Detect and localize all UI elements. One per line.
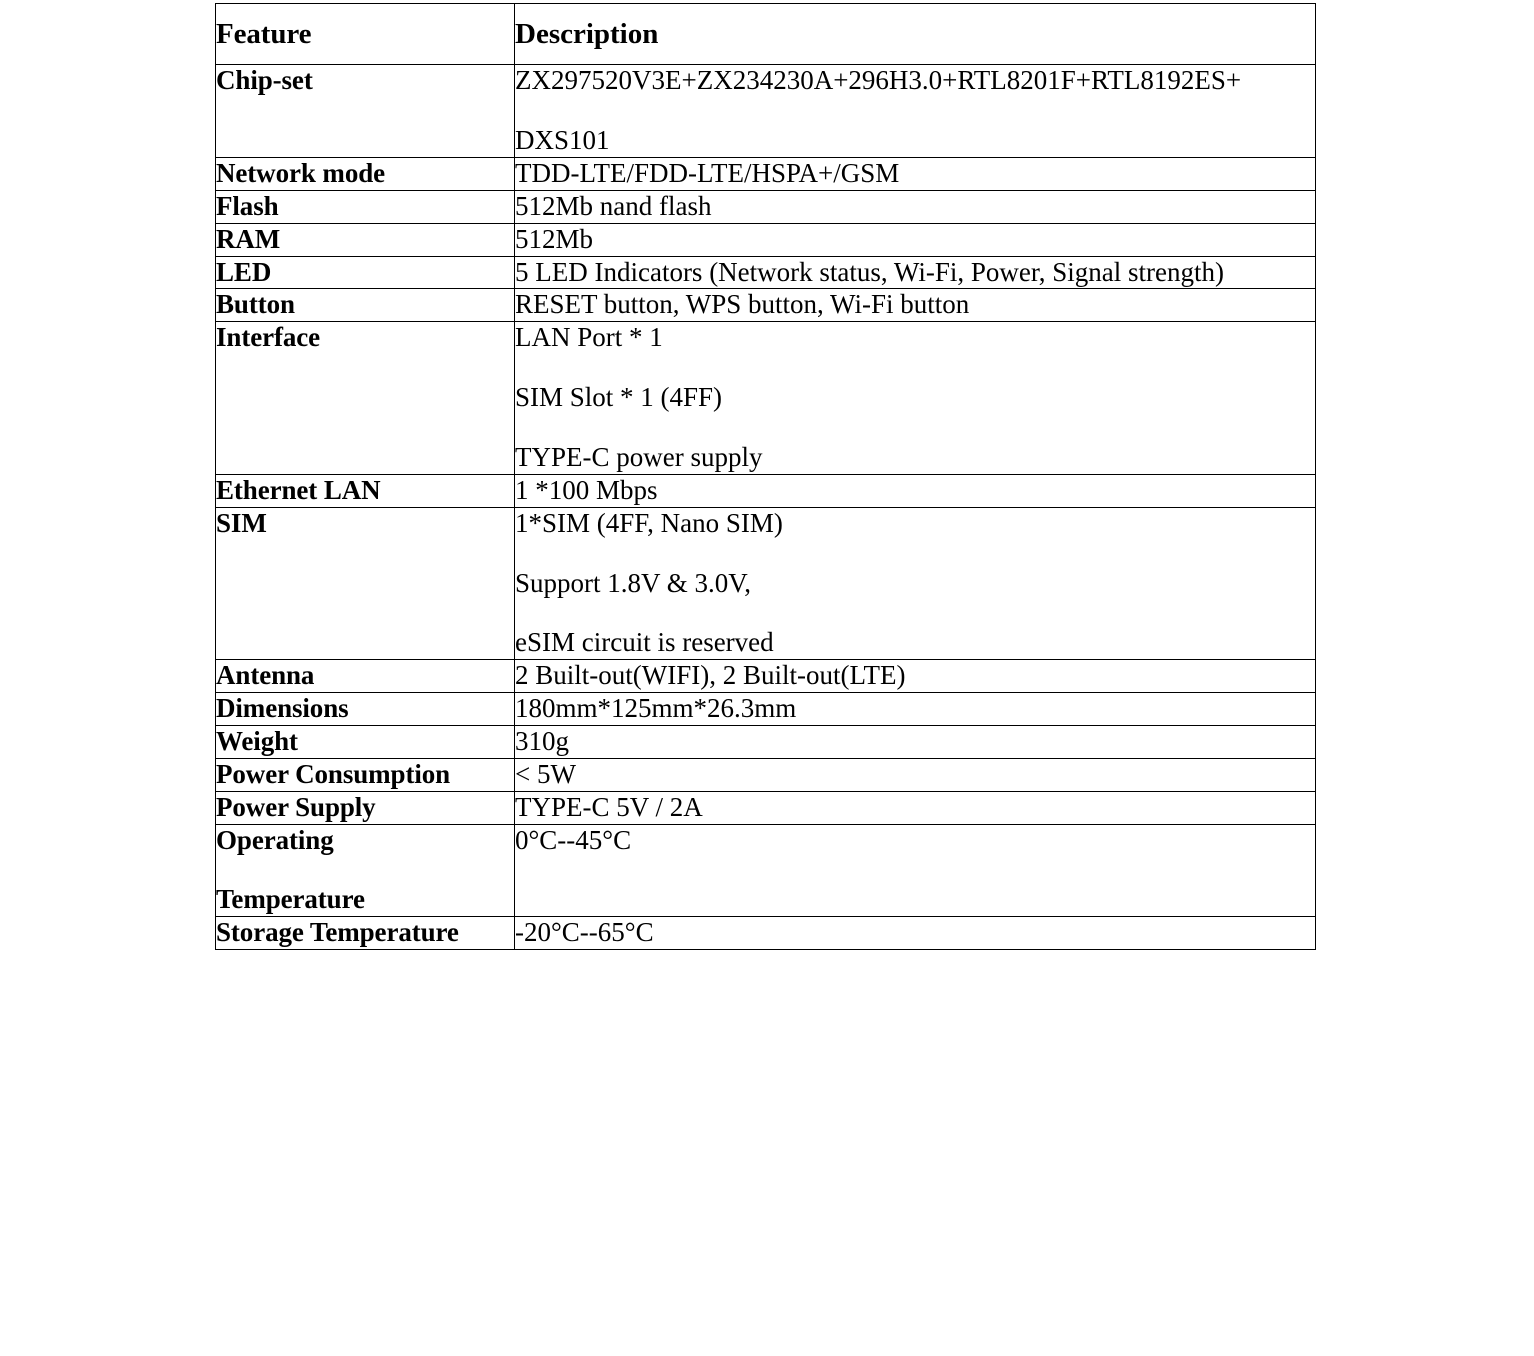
description-text-line: TDD-LTE/FDD-LTE/HSPA+/GSM bbox=[515, 157, 900, 188]
feature-cell bbox=[216, 190, 515, 223]
feature-cell bbox=[216, 507, 515, 660]
feature-text-line: Power Supply bbox=[216, 791, 376, 822]
description-text-line: DXS101 bbox=[515, 125, 610, 156]
description-text-line: 310g bbox=[515, 725, 569, 756]
feature-cell bbox=[216, 660, 515, 693]
feature-cell bbox=[216, 725, 515, 758]
feature-cell bbox=[216, 474, 515, 507]
feature-text-line: Network mode bbox=[216, 157, 386, 188]
feature-text-line: Ethernet LAN bbox=[216, 474, 381, 505]
feature-cell bbox=[216, 223, 515, 256]
feature-text-line: Weight bbox=[216, 725, 298, 756]
feature-text-line: Flash bbox=[216, 190, 279, 221]
specification-table bbox=[215, 3, 1316, 950]
description-text-line: TYPE-C 5V / 2A bbox=[515, 791, 703, 822]
table-row bbox=[216, 190, 1316, 223]
feature-text-line: Storage Temperature bbox=[216, 917, 459, 948]
table-row bbox=[216, 223, 1316, 256]
description-text-line: 0°C--45°C bbox=[515, 824, 632, 855]
description-text-line: 1 *100 Mbps bbox=[515, 474, 658, 505]
description-cell bbox=[515, 157, 1316, 190]
feature-cell bbox=[216, 289, 515, 322]
description-cell bbox=[515, 322, 1316, 475]
description-text-line: 512Mb bbox=[515, 223, 594, 254]
feature-text-line: Dimensions bbox=[216, 693, 349, 724]
feature-cell bbox=[216, 791, 515, 824]
description-cell bbox=[515, 65, 1316, 158]
description-cell bbox=[515, 824, 1316, 917]
description-text-line: TYPE-C power supply bbox=[515, 441, 763, 472]
feature-text-line: Chip-set bbox=[216, 65, 313, 96]
feature-cell bbox=[216, 256, 515, 289]
description-text-line: 1*SIM (4FF, Nano SIM) bbox=[515, 507, 783, 538]
description-text-line: SIM Slot * 1 (4FF) bbox=[515, 382, 723, 413]
description-cell bbox=[515, 256, 1316, 289]
description-text-line: 180mm*125mm*26.3mm bbox=[515, 693, 797, 724]
feature-cell bbox=[216, 65, 515, 158]
table-row bbox=[216, 474, 1316, 507]
description-text-line: ZX297520V3E+ZX234230A+296H3.0+RTL8201F+RTL8192ES+ bbox=[515, 65, 1242, 96]
description-cell bbox=[515, 758, 1316, 791]
feature-text-line: SIM bbox=[216, 507, 267, 538]
description-cell bbox=[515, 474, 1316, 507]
table-row bbox=[216, 660, 1316, 693]
table-row bbox=[216, 758, 1316, 791]
table-row bbox=[216, 256, 1316, 289]
description-cell bbox=[515, 693, 1316, 726]
feature-cell bbox=[216, 693, 515, 726]
description-cell bbox=[515, 725, 1316, 758]
feature-cell bbox=[216, 322, 515, 475]
description-text-line: RESET button, WPS button, Wi-Fi button bbox=[515, 289, 970, 320]
description-text-line: 512Mb nand flash bbox=[515, 190, 712, 221]
description-cell bbox=[515, 507, 1316, 660]
feature-text-line: Operating bbox=[216, 824, 334, 855]
table-row bbox=[216, 693, 1316, 726]
description-text-line: 2 Built-out(WIFI), 2 Built-out(LTE) bbox=[515, 660, 906, 691]
description-cell bbox=[515, 660, 1316, 693]
table-body bbox=[216, 4, 1316, 950]
description-cell bbox=[515, 190, 1316, 223]
feature-text-line: LED bbox=[216, 256, 272, 287]
column-header-description: Description bbox=[515, 4, 1316, 65]
table-row bbox=[216, 65, 1316, 158]
column-header-feature: Feature bbox=[216, 4, 515, 65]
table-row bbox=[216, 791, 1316, 824]
description-text-line: eSIM circuit is reserved bbox=[515, 627, 774, 658]
feature-cell bbox=[216, 824, 515, 917]
feature-text-line: Antenna bbox=[216, 660, 315, 691]
feature-text-line: RAM bbox=[216, 223, 281, 254]
description-cell bbox=[515, 223, 1316, 256]
feature-cell bbox=[216, 917, 515, 950]
description-text-line: Support 1.8V & 3.0V, bbox=[515, 567, 752, 598]
table-row bbox=[216, 289, 1316, 322]
description-text-line: < 5W bbox=[515, 758, 576, 789]
table-row bbox=[216, 507, 1316, 660]
feature-text-line: Interface bbox=[216, 322, 321, 353]
description-text-line: -20°C--65°C bbox=[515, 917, 654, 948]
feature-text-line: Temperature bbox=[216, 884, 365, 915]
specification-table-container bbox=[215, 3, 1315, 950]
feature-text-line: Power Consumption bbox=[216, 758, 451, 789]
table-row bbox=[216, 725, 1316, 758]
table-row bbox=[216, 322, 1316, 475]
description-cell bbox=[515, 289, 1316, 322]
description-text-line: 5 LED Indicators (Network status, Wi-Fi, Power, Signal strength) bbox=[515, 256, 1224, 287]
table-row bbox=[216, 824, 1316, 917]
feature-cell bbox=[216, 157, 515, 190]
table-row bbox=[216, 917, 1316, 950]
table-row bbox=[216, 157, 1316, 190]
feature-cell bbox=[216, 758, 515, 791]
table-header-row bbox=[216, 4, 1316, 65]
description-cell bbox=[515, 917, 1316, 950]
feature-text-line: Button bbox=[216, 289, 295, 320]
description-cell bbox=[515, 791, 1316, 824]
description-text-line: LAN Port * 1 bbox=[515, 322, 663, 353]
